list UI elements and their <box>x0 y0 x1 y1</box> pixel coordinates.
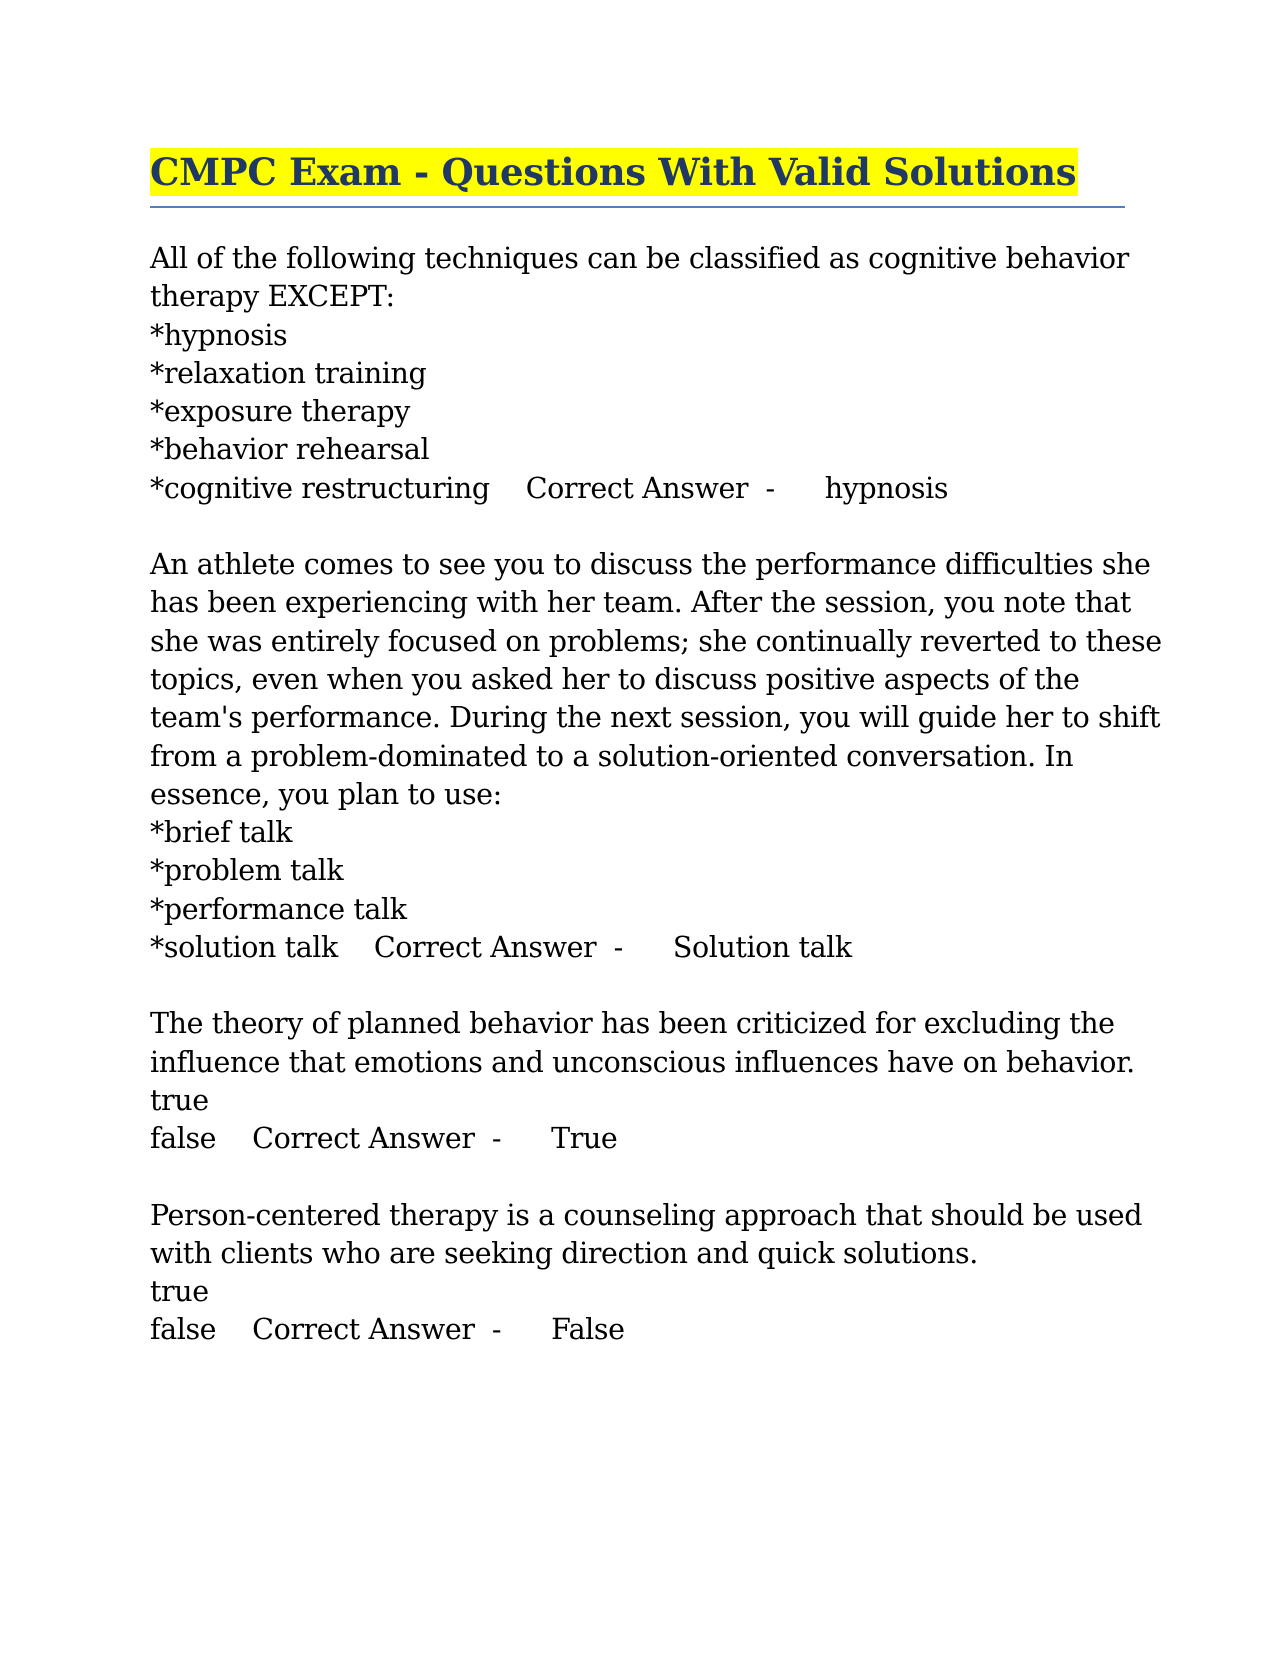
answer-option: *hypnosis <box>150 318 288 352</box>
question-stem-line: influence that emotions and unconscious influences have on behavior. <box>150 1045 1135 1079</box>
question-stem-line: The theory of planned behavior has been criticized for excluding the <box>150 1007 1115 1041</box>
title-block <box>150 148 1125 206</box>
document-title: CMPC Exam - Questions With Valid Solutions <box>150 150 1077 194</box>
question-stem-line: An athlete comes to see you to discuss the performance difficulties she <box>150 548 1151 582</box>
correct-answer-label: Correct Answer <box>252 1122 475 1156</box>
question-block <box>150 1197 1143 1350</box>
answer-option: *cognitive restructuring <box>150 471 490 505</box>
question-stem-line: essence, you plan to use: <box>150 777 502 811</box>
question-stem-line: team's performance. During the next session, you will guide her to shift <box>150 701 1161 735</box>
title-underline-rule <box>150 206 1125 208</box>
correct-answer-label: Correct Answer <box>252 1313 475 1347</box>
correct-answer-value: False <box>551 1313 625 1347</box>
correct-answer-value: Solution talk <box>672 931 852 965</box>
answer-option: *brief talk <box>150 816 293 850</box>
question-stem-line: All of the following techniques can be classified as cognitive behavior <box>150 242 1129 275</box>
question-stem-line: she was entirely focused on problems; she continually reverted to these <box>150 624 1162 658</box>
correct-answer-value: hypnosis <box>824 471 949 505</box>
answer-option: true <box>150 1275 209 1309</box>
question-stem-line: therapy EXCEPT: <box>150 280 395 314</box>
correct-answer-label: Correct Answer <box>525 471 749 505</box>
answer-option: *performance talk <box>150 892 407 926</box>
correct-answer-value: True <box>551 1122 618 1156</box>
question-stem-line: has been experiencing with her team. After the session, you note that <box>150 586 1131 620</box>
answer-line <box>150 929 1125 967</box>
answer-line <box>150 470 1125 508</box>
answer-option: *exposure therapy <box>150 395 410 429</box>
answer-option: *problem talk <box>150 854 344 888</box>
question-block <box>150 240 1129 508</box>
question-block <box>150 1005 1135 1158</box>
correct-answer-label: Correct Answer <box>373 931 597 965</box>
answer-dash: - <box>765 471 775 505</box>
answer-line <box>150 1311 1125 1349</box>
questions-list <box>150 240 1162 1388</box>
answer-dash: - <box>491 1313 502 1347</box>
answer-option: false <box>150 1313 217 1347</box>
question-stem-line: Person-centered therapy is a counseling approach that should be used <box>150 1198 1143 1232</box>
question-stem-line: with clients who are seeking direction and quick solutions. <box>150 1236 978 1270</box>
answer-option: true <box>150 1083 209 1117</box>
answer-option: false <box>150 1122 217 1156</box>
answer-dash: - <box>613 931 623 965</box>
question-block <box>150 546 1162 967</box>
answer-option: *relaxation training <box>150 356 427 390</box>
answer-option: *solution talk <box>150 931 338 965</box>
question-stem-line: from a problem-dominated to a solution-oriented conversation. In <box>150 739 1074 773</box>
answer-dash: - <box>491 1122 502 1156</box>
question-stem-line: topics, even when you asked her to discuss positive aspects of the <box>150 662 1080 696</box>
answer-option: *behavior rehearsal <box>150 433 430 467</box>
answer-line <box>150 1120 1125 1158</box>
